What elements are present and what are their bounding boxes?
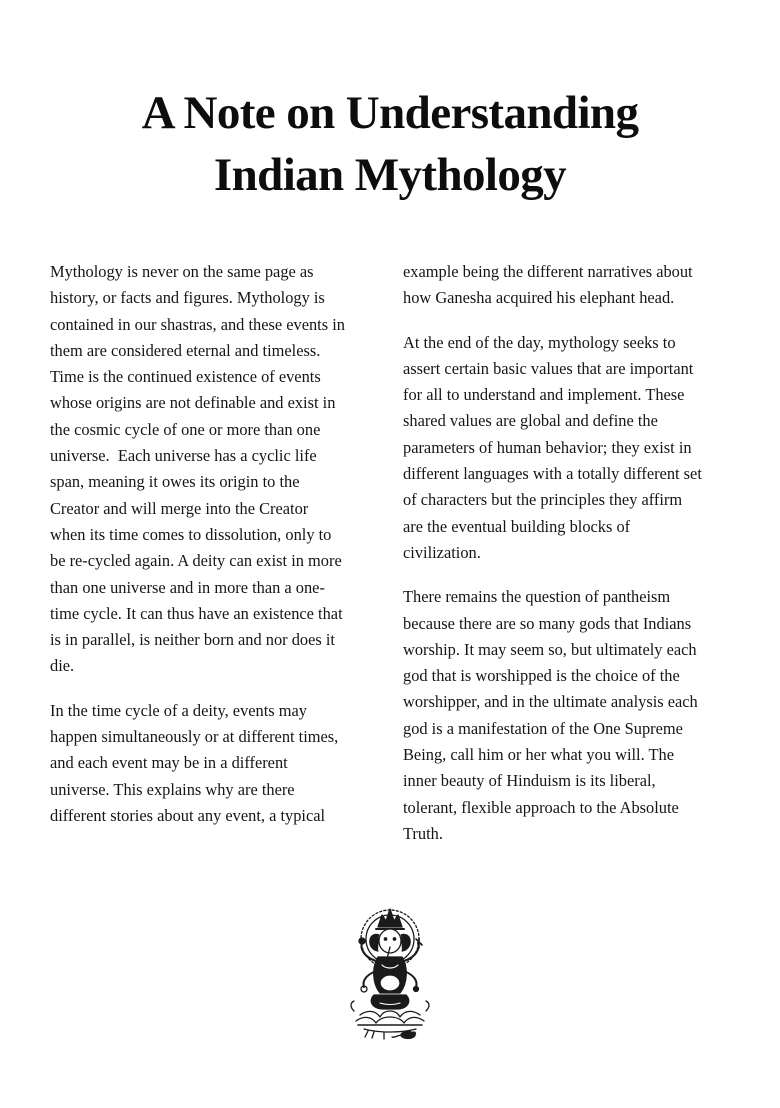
- text-line: At the end of the day, mythology seeks to: [403, 332, 676, 352]
- text-line: time cycle. It can thus have an existence that: [50, 603, 343, 623]
- text-line: of characters but the principles they affirm: [403, 490, 683, 510]
- text-line: when its time comes to dissolution, only to: [50, 524, 332, 544]
- left-column: [50, 259, 392, 847]
- right-column: [403, 259, 743, 865]
- text-line: god that is worshipped is the choice of the: [403, 666, 680, 686]
- page-title: [0, 82, 780, 206]
- text-line: universe. Each universe has a cyclic life: [50, 446, 317, 466]
- paragraph-basic-values: [403, 330, 743, 567]
- text-line: different languages with a totally different set: [403, 464, 702, 484]
- text-line: Mythology is never on the same page as: [50, 262, 314, 281]
- text-line: than one universe and in more than a one-: [50, 577, 325, 597]
- text-line: assert certain basic values that are important: [403, 358, 694, 378]
- text-line: Creator and will merge into the Creator: [50, 498, 309, 518]
- text-line: happen simultaneously or at different times,: [50, 727, 339, 747]
- text-line: them are considered eternal and timeless.: [50, 340, 321, 360]
- text-line: god is a manifestation of the One Supreme: [403, 718, 683, 738]
- text-line: Time is the continued existence of events: [50, 367, 321, 387]
- text-line: civilization.: [403, 542, 481, 562]
- text-line: be re-cycled again. A deity can exist in more: [50, 551, 342, 571]
- ganesha-icon: [338, 905, 442, 1041]
- text-line: and each event may be in a different: [50, 753, 288, 773]
- text-line: universe. This explains why are there: [50, 779, 295, 799]
- text-line: In the time cycle of a deity, events may: [50, 700, 307, 720]
- text-line: parameters of human behavior; they exist in: [403, 437, 692, 457]
- text-line: whose origins are not definable and exist in: [50, 393, 336, 413]
- text-line: is in parallel, is neither born and nor does it: [50, 630, 335, 650]
- text-line: for all to understand and implement. These: [403, 385, 685, 405]
- text-line: tolerant, flexible approach to the Absolute: [403, 797, 679, 817]
- text-line: worship. It may seem so, but ultimately each: [403, 639, 697, 659]
- page-title-line-2: Indian Mythology: [213, 149, 567, 201]
- text-line: Being, call him or her what you will. The: [403, 745, 674, 765]
- text-line: contained in our shastras, and these events in: [50, 314, 345, 334]
- paragraph-time-cycle-of-deity: [50, 698, 392, 829]
- text-line: span, meaning it owes its origin to the: [50, 472, 300, 492]
- text-line: how Ganesha acquired his elephant head.: [403, 288, 675, 308]
- paragraph-mythology-and-time: [50, 259, 392, 680]
- text-line: different stories about any event, a typical: [50, 805, 326, 825]
- text-line: worshipper, and in the ultimate analysis each: [403, 692, 698, 712]
- text-line: die.: [50, 656, 75, 676]
- text-line: There remains the question of pantheism: [403, 587, 671, 607]
- text-line: inner beauty of Hinduism is its liberal,: [403, 771, 656, 791]
- text-line: history, or facts and figures. Mythology is: [50, 288, 325, 308]
- text-line: shared values are global and define the: [403, 411, 658, 431]
- text-line: are the eventual building blocks of: [403, 516, 631, 536]
- paragraph-pantheism: [403, 584, 743, 847]
- page-title-line-1: A Note on Understanding: [141, 87, 639, 139]
- text-line: the cosmic cycle of one or more than one: [50, 419, 321, 439]
- paragraph-ganesha-example: [403, 259, 743, 312]
- text-line: example being the different narratives about: [403, 262, 693, 281]
- text-line: Truth.: [403, 823, 443, 843]
- text-line: because there are so many gods that Indians: [403, 613, 692, 633]
